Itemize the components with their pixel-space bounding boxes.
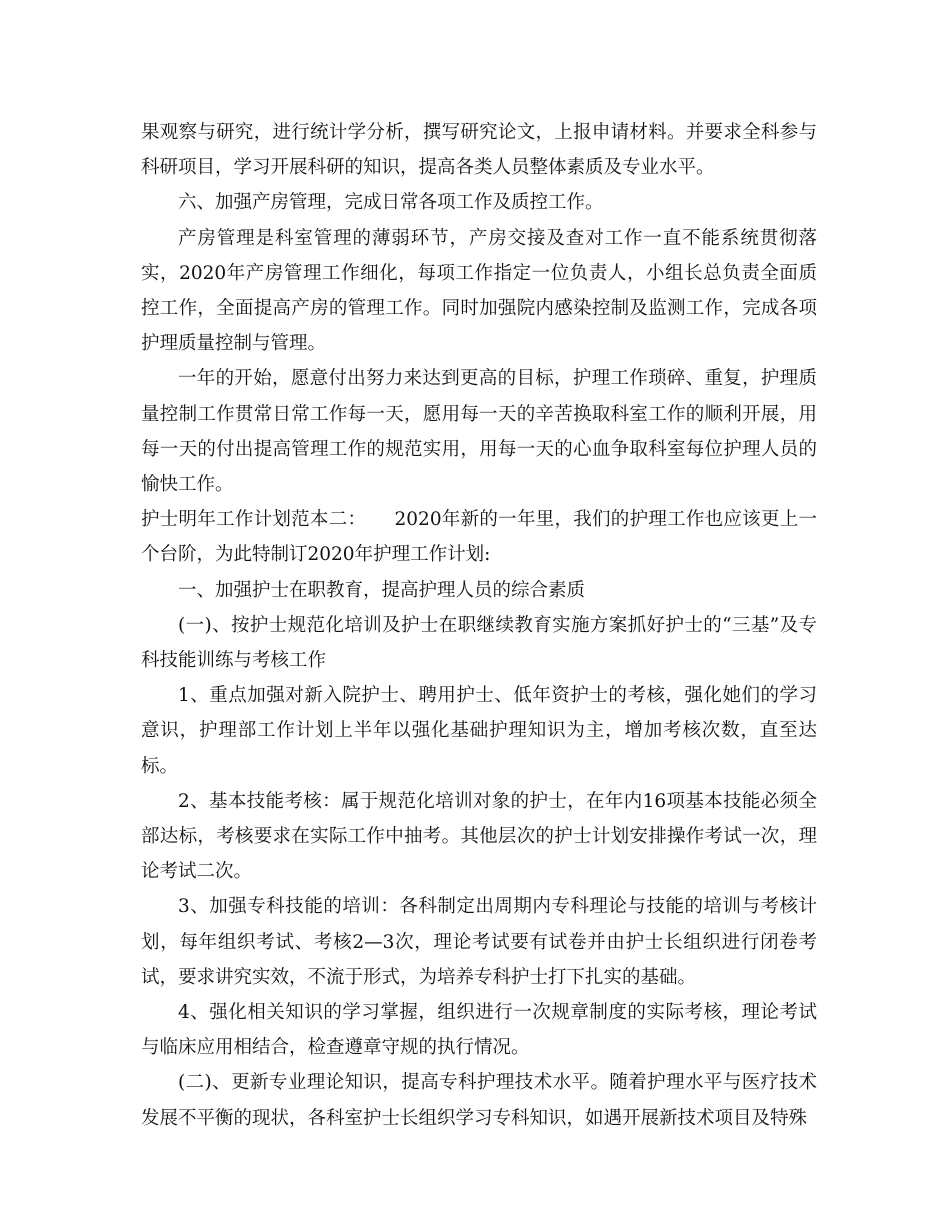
paragraph-2: 六、加强产房管理，完成日常各项工作及质控工作。 — [178, 192, 604, 214]
document-body — [141, 115, 817, 1136]
paragraph-12: (二)、更新专业理论知识，提高专科护理技术水平。随着护理水平与医疗技术发展不平衡的现状，各科室护士长组织学习专科知识，如遇开展新技术项目及特殊 — [141, 1072, 817, 1129]
paragraph-9: 2、基本技能考核：属于规范化培训对象的护士，在年内16项基本技能必须全部达标，考核要求在实际工作中抽考。其他层次的护士计划安排操作考试一次，理论考试二次。 — [141, 790, 817, 883]
paragraph-3: 产房管理是科室管理的薄弱环节，产房交接及查对工作一直不能系统贯彻落实，2020年产房管理工作细化，每项工作指定一位负责人，小组长总负责全面质控工作，全面提高产房的管理工作。同时加强院内感染控制及监测工作，完成各项护理质量控制与管理。 — [141, 227, 817, 355]
paragraph-4: 一年的开始，愿意付出努力来达到更高的目标，护理工作琐碎、重复，护理质量控制工作贯常日常工作每一天，愿用每一天的辛苦换取科室工作的顺利开展，用每一天的付出提高管理工作的规范实用，用每一天的心血争取科室每位护理人员的愉快工作。 — [141, 368, 817, 496]
paragraph-7: (一)、按护士规范化培训及护士在职继续教育实施方案抓好护士的“三基”及专科技能训练与考核工作 — [141, 614, 817, 672]
paragraph-11: 4、强化相关知识的学习掌握，组织进行一次规章制度的实际考核，理论考试与临床应用相结合，检查遵章守规的执行情况。 — [141, 1002, 817, 1059]
paragraph-8: 1、重点加强对新入院护士、聘用护士、低年资护士的考核，强化她们的学习意识，护理部工作计划上半年以强化基础护理知识为主，增加考核次数，直至达标。 — [141, 685, 817, 777]
paragraph-1: 果观察与研究，进行统计学分析，撰写研究论文，上报申请材料。并要求全科参与科研项目，学习开展科研的知识，提高各类人员整体素质及专业水平。 — [141, 122, 817, 179]
paragraph-6: 一、加强护士在职教育，提高护理人员的综合素质 — [178, 579, 586, 601]
paragraph-5: 护士明年工作计划范本二： 2020年新的一年里，我们的护理工作也应该更上一个台阶，为此特制订2020年护理工作计划: — [141, 509, 817, 566]
paragraph-10: 3、加强专科技能的培训：各科制定出周期内专科理论与技能的培训与考核计划，每年组织考试、考核2—3次，理论考试要有试卷并由护士长组织进行闭卷考试，要求讲究实效，不流于形式，为培养专科护士打下扎实的基础。 — [141, 896, 817, 988]
